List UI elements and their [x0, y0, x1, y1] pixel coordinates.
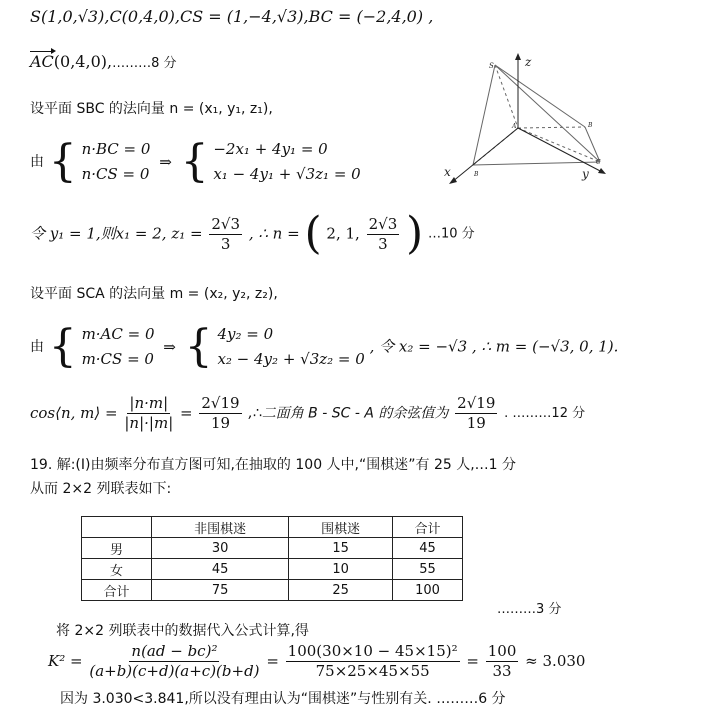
brace-icon: { [48, 136, 77, 187]
z1-numerator: 2√3 [211, 214, 241, 233]
score-8: ………8 分 [112, 56, 177, 71]
table-cell: 100 [392, 580, 462, 601]
contingency-table [81, 516, 463, 601]
score-12: . ………12 分 [504, 406, 586, 421]
cosine-value-denominator: 19 [210, 414, 231, 432]
score-10: …10 分 [427, 226, 475, 242]
table-cell: 45 [151, 559, 288, 580]
table-row [82, 559, 463, 580]
table-cell: 55 [392, 559, 462, 580]
cosine-numerator: |n·m| [129, 394, 169, 412]
table-row [82, 580, 463, 601]
dihedral-text: ,∴二面角 B - SC - A 的余弦值为 [248, 405, 449, 422]
system-sca-eq1: m·AC = 0 [81, 325, 155, 343]
formula-intro-line: 将 2×2 列联表中的数据代入公式计算,得 [56, 623, 309, 639]
chi-equals: = [466, 652, 479, 670]
system-sbc-res2: x₁ − 4y₁ + √3z₁ = 0 [213, 165, 361, 183]
system-sca-eq2: m·CS = 0 [81, 350, 154, 368]
table-cell: 25 [289, 580, 393, 601]
brace-icon: { [184, 321, 213, 372]
label-y: y [582, 167, 589, 181]
chi-result-numerator: 100 [487, 642, 517, 660]
dihedral-denominator: 19 [466, 414, 486, 432]
label-s: S [489, 62, 494, 70]
label-b: B [474, 171, 479, 178]
n-components: 2, 1, [326, 224, 360, 243]
table-header-cell: 合计 [392, 517, 462, 538]
table-cell: 女 [82, 559, 152, 580]
cosine-denominator: |n|·|m| [124, 414, 174, 432]
solve-n-mid: , ∴ n = [248, 224, 300, 243]
label-c: C [596, 159, 601, 166]
implies-arrow: ⇒ [163, 337, 176, 356]
cosine-equals: = [180, 404, 193, 422]
cosine-lead: cos⟨n, m⟩ = [30, 404, 118, 422]
chi-formula-denominator: (a+b)(c+d)(a+c)(b+d) [89, 662, 260, 680]
chi-square-lead: K² = [48, 652, 83, 670]
system-sca-prefix: 由 [30, 339, 44, 355]
cosine-value-numerator: 2√19 [201, 394, 240, 412]
conclusion-line: 因为 3.030<3.841,所以没有理由认为“围棋迷”与性别有关. ………6 分 [60, 691, 506, 707]
table-cell: 75 [151, 580, 288, 601]
solve-n-line: 令 y₁ = 1,则x₁ = 2, z₁ = $\frac{2√3}{3}$ , ∴ n = ( 2, 1, $\frac{2√3}{3}$ ) …10 分 [30, 208, 475, 259]
system-sca-res2: x₂ − 4y₂ + √3z₂ = 0 [217, 350, 365, 368]
cosine-line [30, 396, 585, 431]
score-3: ………3 分 [497, 602, 562, 617]
coordinates-line: S(1,0,√3),C(0,4,0),CS = (1,−4,√3),BC = (−2,4,0) , [30, 7, 434, 26]
solve-n-lead: 令 y₁ = 1,则x₁ = 2, z₁ = [30, 224, 203, 243]
chi-formula-numerator: n(ad − bc)² [131, 642, 218, 660]
normal-vector-sbc-line: 设平面 SBC 的法向量 n = (x₁, y₁, z₁), [30, 101, 273, 117]
table-cell: 30 [151, 538, 288, 559]
table-header-cell [82, 517, 152, 538]
chi-result-denominator: 33 [492, 662, 512, 680]
table-cell: 男 [82, 538, 152, 559]
table-cell: 15 [289, 538, 393, 559]
problem-19-line: 19. 解:(Ⅰ)由频率分布直方图可知,在抽取的 100 人中,“围棋迷”有 25 人,…1 分 [30, 457, 517, 473]
implies-arrow: ⇒ [159, 152, 172, 171]
system-sbc [30, 136, 361, 187]
chi-value-denominator: 75×25×45×55 [315, 662, 430, 680]
system-sca-tail: , 令 x₂ = −√3 , ∴ m = (−√3, 0, 1). [369, 337, 619, 356]
label-b-top: B [588, 122, 593, 129]
brace-icon: { [180, 136, 209, 187]
table-header-row [82, 517, 463, 538]
label-z: z [525, 55, 532, 69]
label-x: x [444, 165, 451, 179]
chi-square-line [48, 644, 585, 679]
system-sbc-prefix: 由 [30, 154, 44, 170]
chi-value-numerator: 100(30×10 − 45×15)² [287, 642, 458, 660]
table-header-cell: 非围棋迷 [151, 517, 288, 538]
brace-icon: { [48, 321, 77, 372]
pyramid-figure [440, 50, 610, 185]
system-sbc-eq2: n·CS = 0 [81, 165, 150, 183]
vector-ac-value: (0,4,0), [53, 52, 113, 71]
label-a: A [512, 123, 517, 130]
table-cell: 合计 [82, 580, 152, 601]
system-sbc-res1: −2x₁ + 4y₁ = 0 [213, 140, 328, 158]
table-row [82, 538, 463, 559]
vector-ac-label: AC [30, 52, 54, 71]
system-sca-res1: 4y₂ = 0 [217, 325, 274, 343]
table-intro-line: 从而 2×2 列联表如下: [30, 481, 172, 497]
normal-vector-sca-line: 设平面 SCA 的法向量 m = (x₂, y₂, z₂), [30, 286, 278, 302]
table-cell: 45 [392, 538, 462, 559]
system-sca [30, 321, 619, 372]
chi-approx: ≈ 3.030 [525, 652, 586, 670]
z1-denominator: 3 [220, 234, 231, 253]
n-z-numerator: 2√3 [368, 214, 398, 233]
system-sbc-eq1: n·BC = 0 [81, 140, 151, 158]
dihedral-numerator: 2√19 [457, 394, 496, 412]
n-z-denominator: 3 [378, 234, 388, 253]
chi-equals: = [266, 652, 279, 670]
vector-ac-line [30, 54, 176, 70]
table-header-cell: 围棋迷 [289, 517, 393, 538]
table-cell: 10 [289, 559, 393, 580]
